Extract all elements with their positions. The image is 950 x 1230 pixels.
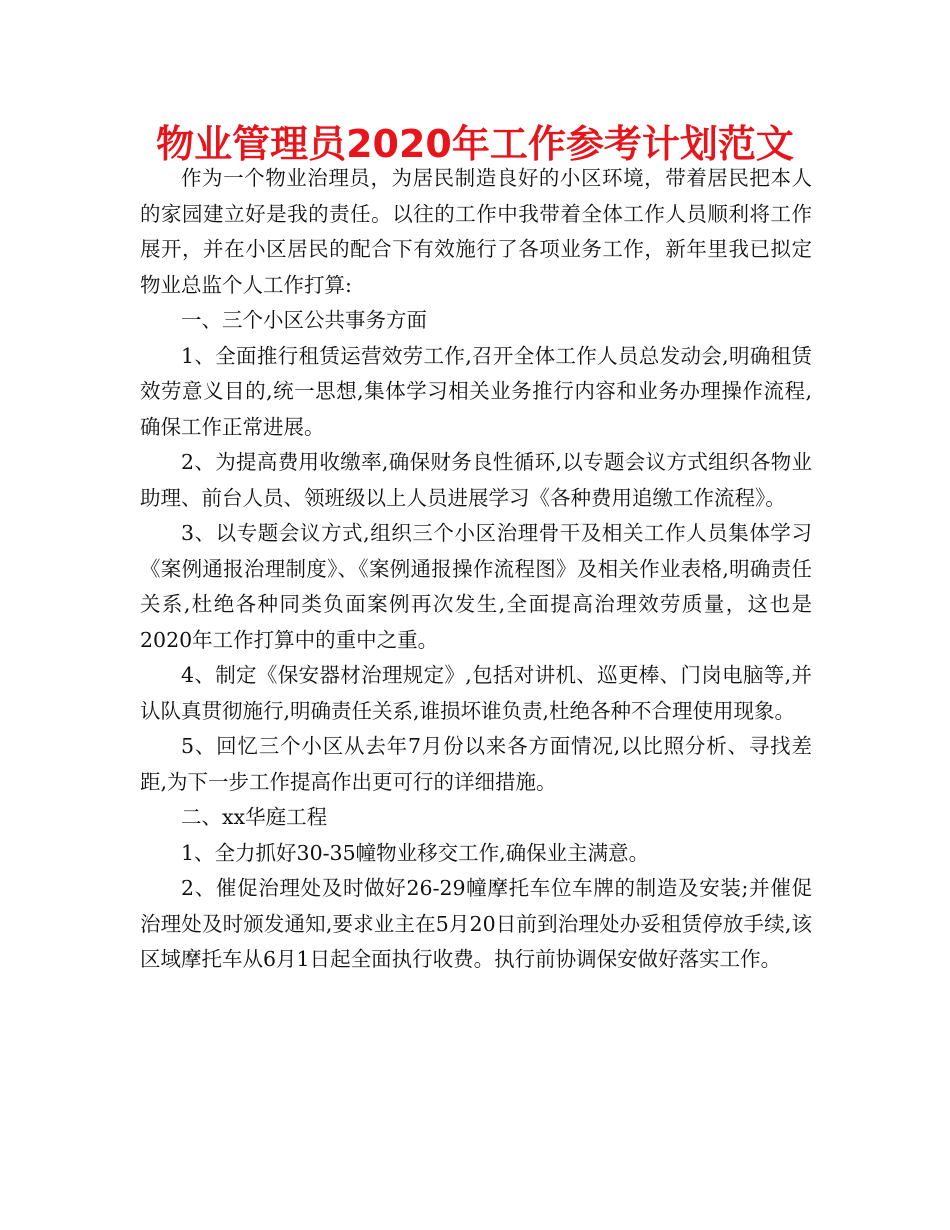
- paragraph-item: 2、催促治理处及时做好26-29幢摩托车位车牌的制造及安装;并催促治理处及时颁发通知,要求业主在5月20日前到治理处办妥租赁停放手续,该区域摩托车从6月1日起全面执行收费。执行前协调保安做好落实工作。: [140, 876, 812, 971]
- paragraph-item: 5、回忆三个小区从去年7月份以来各方面情况,以比照分析、寻找差距,为下一步工作提高作出更可行的详细措施。: [140, 734, 812, 794]
- paragraph-item: 3、以专题会议方式,组织三个小区治理骨干及相关工作人员集体学习《案例通报治理制度》、《案例通报操作流程图》及相关作业表格,明确责任关系,杜绝各种同类负面案例再次发生,全面提高治理效劳质量，这也是2020年工作打算中的重中之重。: [140, 521, 812, 652]
- paragraph-item: 4、制定《保安器材治理规定》,包括对讲机、巡更棒、门岗电脑等,并认队真贯彻施行,明确责任关系,谁损坏谁负责,杜绝各种不合理使用现象。: [140, 663, 812, 723]
- document-title: 物业管理员2020年工作参考计划范文: [156, 122, 794, 166]
- paragraph-item: 1、全力抓好30-35幢物业移交工作,确保业主满意。: [181, 840, 650, 865]
- document-body: [140, 161, 812, 978]
- paragraph-item: 2、为提高费用收缴率,确保财务良性循环,以专题会议方式组织各物业助理、前台人员、领班级以上人员进展学习《各种费用追缴工作流程》。: [140, 450, 812, 510]
- paragraph-item: 1、全面推行租赁运营效劳工作,召开全体工作人员总发动会,明确租赁效劳意义目的,统一思想,集体学习相关业务推行内容和业务办理操作流程,确保工作正常进展。: [140, 343, 812, 439]
- section-heading-1: 一、三个小区公共事务方面: [181, 308, 427, 332]
- paragraph-intro: 作为一个物业治理员，为居民制造良好的小区环境，带着居民把本人的家园建立好是我的责任。以往的工作中我带着全体工作人员顺利将工作展开，并在小区居民的配合下有效施行了各项业务工作，新年里我已拟定物业总监个人工作打算:: [140, 166, 812, 297]
- section-heading-2: 二、xx华庭工程: [181, 805, 328, 829]
